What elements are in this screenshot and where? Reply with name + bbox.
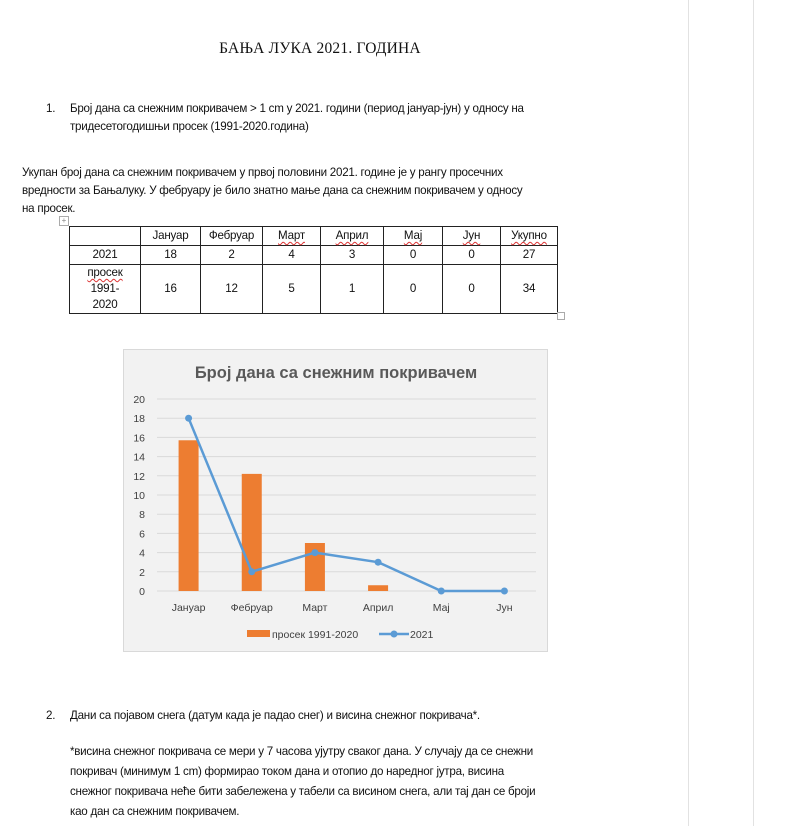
table-header-cell (70, 227, 141, 246)
note-line3: снежног покривача неће бити забележена у табели са висином снега, али тај дан се броји (70, 785, 536, 798)
snow-days-chart[interactable] (123, 349, 548, 652)
paragraph-line1: Укупан број дана са снежним покривачем у првој половини 2021. године је у рангу просечних (22, 166, 503, 179)
document-title: БАЊА ЛУКА 2021. ГОДИНА (219, 40, 421, 57)
table-row (70, 265, 558, 314)
table-cell: 34 (501, 265, 558, 314)
table-cell: 3 (321, 246, 384, 265)
point-Април (375, 559, 382, 566)
table-cell: 2 (201, 246, 263, 265)
table-header-row (70, 227, 558, 246)
table-header-cell: Мај (384, 227, 443, 246)
y-tick-label: 16 (133, 432, 145, 445)
snow-days-table (69, 226, 558, 314)
paragraph-line3: на просек. (22, 202, 76, 215)
table-cell: 0 (384, 265, 443, 314)
table-cell: 0 (443, 265, 501, 314)
table-header-cell: Јун (443, 227, 501, 246)
table-header-cell: Март (263, 227, 321, 246)
note-line2: покривач (минимум 1 cm) формирао током дана и отопио до наредног јутра, висина (70, 765, 504, 778)
y-tick-label: 18 (133, 413, 145, 426)
section1-heading-line2: тридесетогодишњи просек (1991-2020.година) (70, 120, 309, 133)
table-row-label: 2021 (70, 246, 141, 265)
table-cell: 27 (501, 246, 558, 265)
bar-Април (368, 585, 388, 591)
paragraph-line2: вредности за Бањалуку. У фебруару је било знатно мање дана са снежним покривачем у односу (22, 184, 523, 197)
point-Мај (438, 588, 445, 595)
y-tick-label: 10 (133, 490, 145, 502)
y-tick-label: 8 (139, 509, 145, 522)
page-margin-area (688, 0, 754, 826)
table-header-cell: Април (321, 227, 384, 246)
table-header-cell: Јануар (141, 227, 201, 246)
section2-heading: Дани са појавом снега (датум када је падао снег) и висина снежног покривача*. (70, 709, 480, 722)
x-tick-label: Април (362, 602, 394, 614)
chart-svg (124, 350, 549, 653)
point-Фебруар (248, 568, 255, 575)
section1-heading-line1: Број дана са снежним покривачем > 1 cm у 2021. години (период јануар-јун) у односу на (70, 102, 524, 115)
x-tick-label: Март (302, 602, 328, 614)
legend-label-bar: просек 1991-2020 (272, 629, 359, 641)
y-tick-label: 14 (133, 451, 145, 464)
table-cell: 0 (443, 246, 501, 265)
list-number-2: 2. (46, 709, 56, 722)
y-tick-label: 6 (139, 528, 145, 541)
table-cell: 4 (263, 246, 321, 265)
x-tick-label: Фебруар (230, 602, 273, 614)
table-resize-handle[interactable] (557, 312, 565, 320)
table-cell: 18 (141, 246, 201, 265)
legend-swatch-bar (247, 630, 270, 637)
table-cell: 12 (201, 265, 263, 314)
table-move-handle-icon[interactable]: + (59, 216, 69, 226)
y-tick-label: 12 (133, 470, 145, 483)
x-tick-label: Јануар (171, 602, 206, 614)
y-tick-label: 20 (133, 394, 145, 406)
y-tick-label: 4 (139, 547, 145, 560)
line-series-2021 (189, 418, 505, 591)
legend-marker (391, 631, 398, 638)
table-cell: 16 (141, 265, 201, 314)
note-line4: као дан са снежним покривачем. (70, 805, 240, 818)
chart-title: Број дана са снежним покривачем (194, 364, 478, 382)
y-tick-label: 0 (139, 586, 145, 598)
table-cell: 5 (263, 265, 321, 314)
table-header-cell: Фебруар (201, 227, 263, 246)
table-cell: 0 (384, 246, 443, 265)
point-Јануар (185, 415, 192, 422)
y-tick-label: 2 (139, 566, 145, 579)
table-row (70, 246, 558, 265)
table-cell: 1 (321, 265, 384, 314)
bar-Јануар (179, 440, 199, 591)
table-row-label: просек 1991- 2020 (70, 265, 141, 314)
list-number-1: 1. (46, 102, 56, 115)
table-header-cell: Укупно (501, 227, 558, 246)
point-Јун (501, 588, 508, 595)
x-tick-label: Јун (496, 602, 513, 614)
legend-label-line: 2021 (410, 629, 434, 641)
point-Март (311, 549, 318, 556)
x-tick-label: Мај (432, 602, 450, 614)
note-line1: *висина снежног покривача се мери у 7 часова ујутру сваког дана. У случају да се снежни (70, 745, 534, 758)
